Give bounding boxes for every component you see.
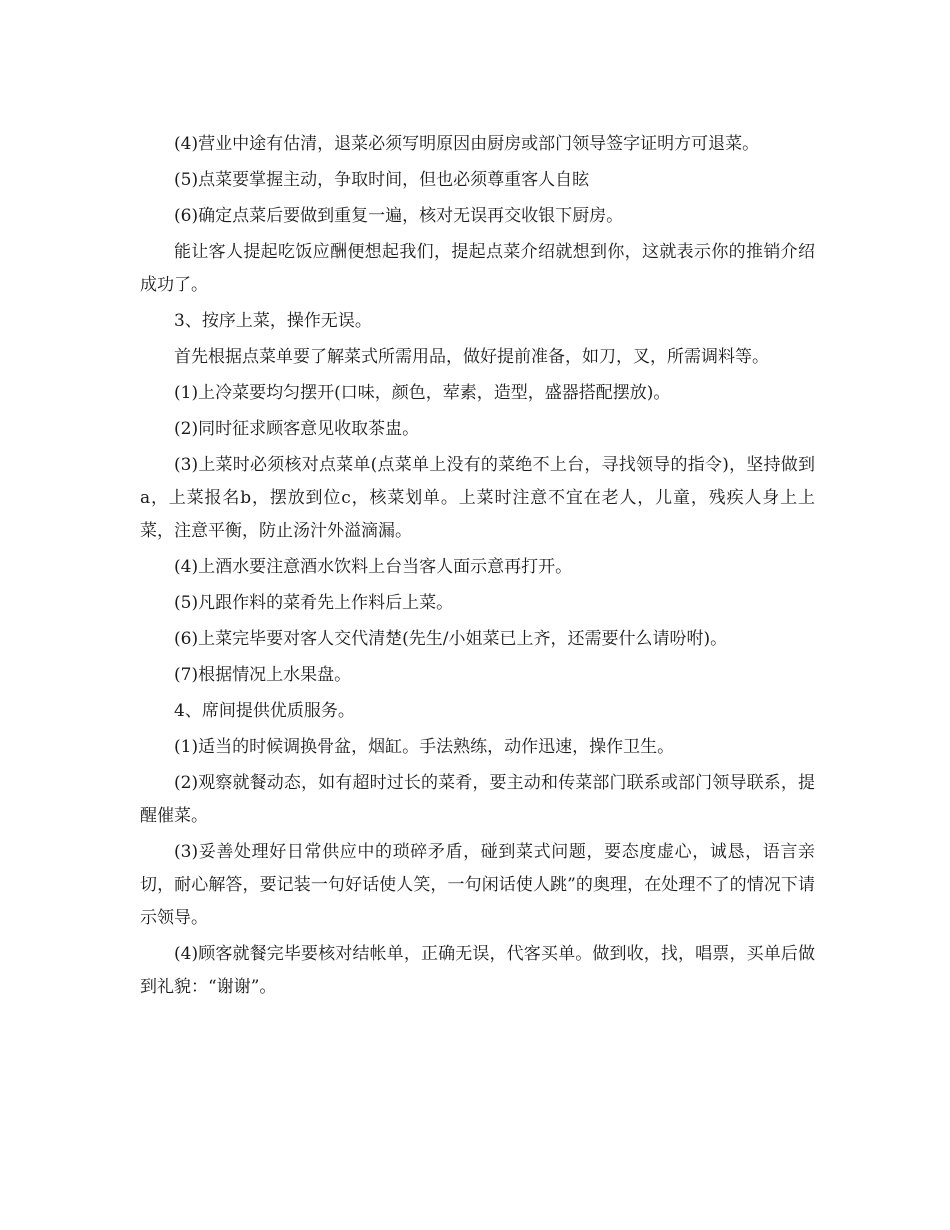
paragraph: (5)凡跟作料的菜肴先上作料后上菜。 xyxy=(174,593,454,613)
paragraph: (6)确定点菜后要做到重复一遍，核对无误再交收银下厨房。 xyxy=(174,206,624,226)
paragraph: (6)上菜完毕要对客人交代清楚(先生/小姐菜已上齐，还需要什么请吩咐)。 xyxy=(174,629,728,649)
paragraph: 能让客人提起吃饭应酬便想起我们，提起点菜介绍就想到你，这就表示你的推销介绍成功了。 xyxy=(140,242,815,295)
paragraph: (1)上冷菜要均匀摆开(口味，颜色，荤素，造型，盛器搭配摆放)。 xyxy=(174,383,671,403)
paragraph: (2)同时征求顾客意见收取茶盅。 xyxy=(174,419,420,439)
paragraph: 首先根据点菜单要了解菜式所需用品，做好提前准备，如刀，叉，所需调料等。 xyxy=(174,347,769,367)
paragraph: (4)营业中途有估清，退菜必须写明原因由厨房或部门领导签字证明方可退菜。 xyxy=(174,134,760,154)
paragraph: (4)上酒水要注意酒水饮料上台当客人面示意再打开。 xyxy=(174,557,573,577)
paragraph: (7)根据情况上水果盘。 xyxy=(174,665,352,685)
section-heading: 4、席间提供优质服务。 xyxy=(174,701,355,721)
paragraph: (1)适当的时候调换骨盆，烟缸。手法熟练，动作迅速，操作卫生。 xyxy=(174,737,675,757)
document-body xyxy=(140,128,815,1007)
paragraph: (3)上菜时必须核对点菜单(点菜单上没有的菜绝不上台，寻找领导的指令)，坚持做到a，上菜报名b，摆放到位c，核菜划单。上菜时注意不宜在老人，儿童，残疾人身上上菜，注意平衡，防止汤汁外溢滴漏。 xyxy=(140,455,815,541)
paragraph: (4)顾客就餐完毕要核对结帐单，正确无误，代客买单。做到收，找，唱票，买单后做到礼貌：“谢谢”。 xyxy=(140,944,815,997)
paragraph: (5)点菜要掌握主动，争取时间，但也必须尊重客人自眩 xyxy=(174,170,590,190)
section-heading: 3、按序上菜，操作无误。 xyxy=(174,311,372,331)
paragraph: (3)妥善处理好日常供应中的琐碎矛盾，碰到菜式问题，要态度虚心，诚恳，语言亲切，耐心解答，要记装一句好话使人笑，一句闲话使人跳”的奥理，在处理不了的情况下请示领导。 xyxy=(140,842,815,928)
paragraph: (2)观察就餐动态，如有超时过长的菜肴，要主动和传菜部门联系或部门领导联系，提醒催菜。 xyxy=(140,773,815,826)
